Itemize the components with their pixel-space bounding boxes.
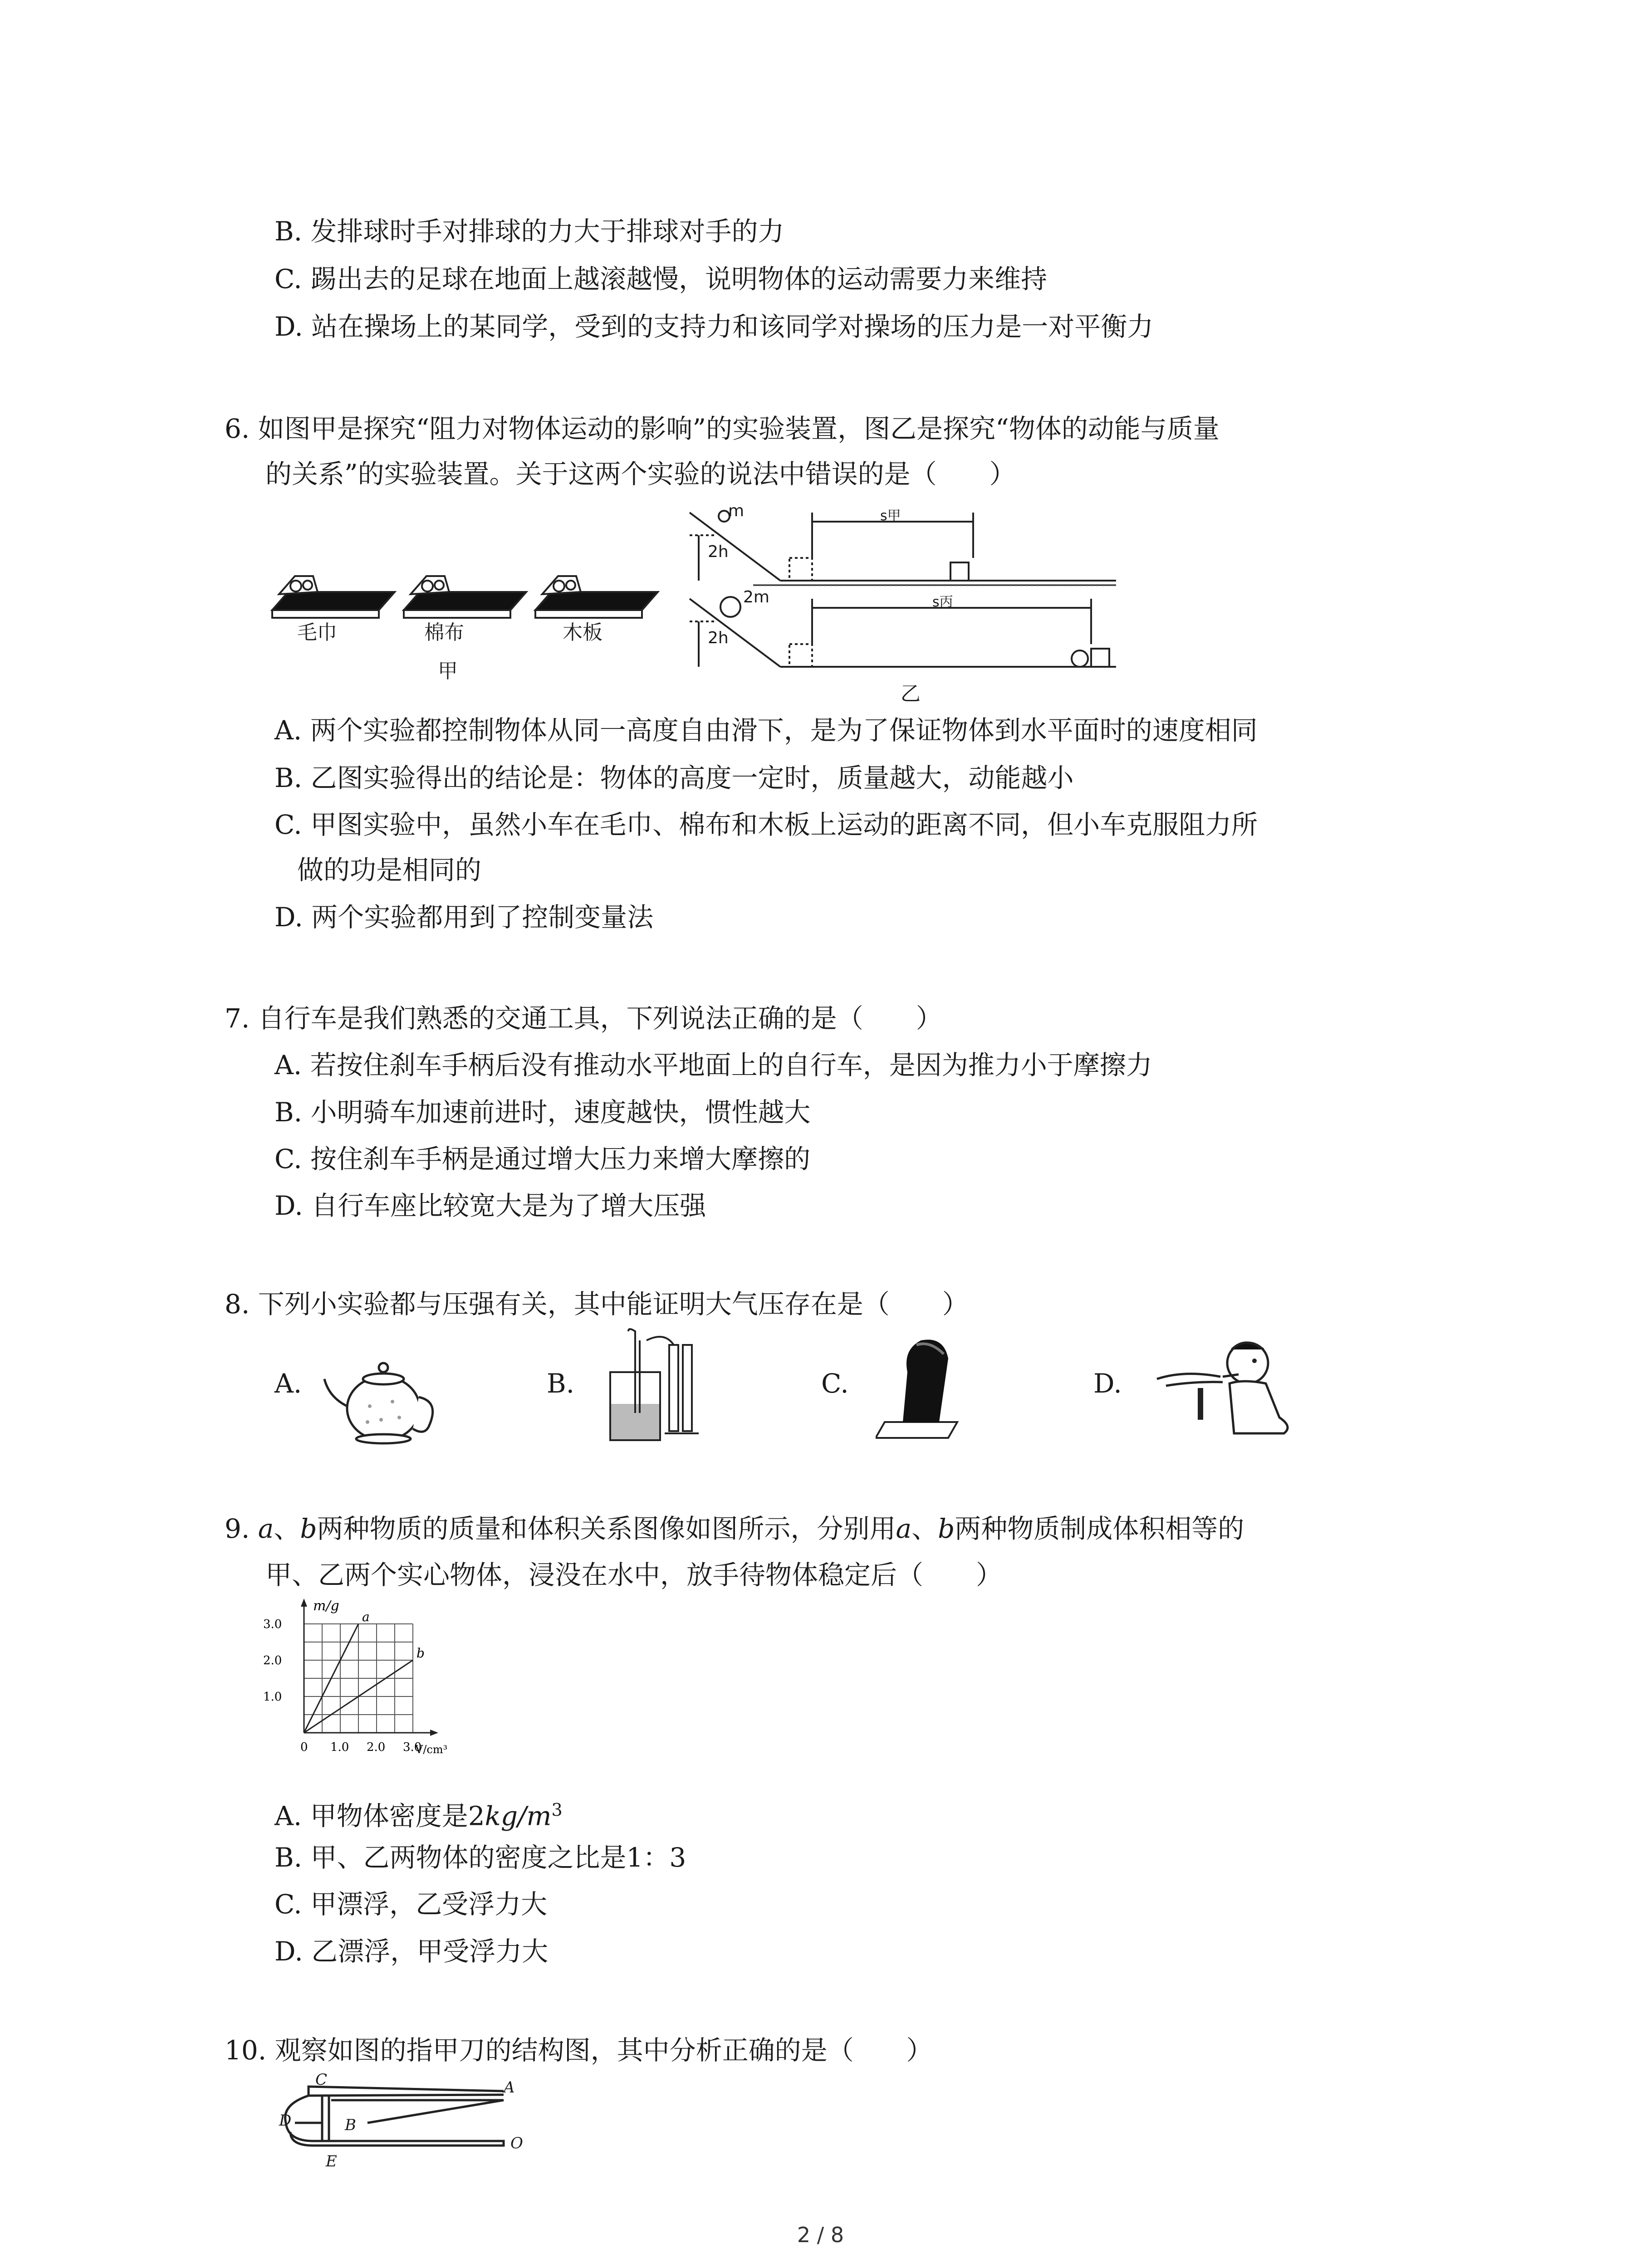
q6-option-b: B. 乙图实验得出的结论是：物体的高度一定时，质量越大，动能越小 [274,763,1074,793]
q7-option-d: D. 自行车座比较宽大是为了增大压强 [274,1190,706,1221]
clipper-label-d: D [279,2112,292,2130]
q9-option-d: D. 乙漂浮，甲受浮力大 [274,1936,549,1967]
clipper-label-a: A [504,2078,515,2097]
x-tick-label: 3.0 [403,1740,422,1754]
q10-stem: 10. 观察如图的指甲刀的结构图，其中分析正确的是（ ） [225,2035,933,2066]
label-2m: 2m [743,588,769,606]
q6-option-c-line2: 做的功是相同的 [297,855,482,885]
clipper-label-c: C [315,2071,328,2089]
q7-option-c: C. 按住刹车手柄是通过增大压力来增大摩擦的 [274,1144,811,1174]
u-tube-apparatus-icon [601,1327,705,1449]
x-axis-arrow [430,1730,438,1736]
teapot-icon [320,1343,442,1452]
y-axis-label: m/g [313,1598,339,1614]
mass-volume-chart [254,1597,454,1769]
label-2h-top: 2h [708,543,729,561]
caption-yi: 乙 [901,682,921,705]
q8-option-b: B. [547,1368,575,1399]
q6-option-c-line1: C. 甲图实验中，虽然小车在毛巾、棉布和木板上运动的距离不同，但小车克服阻力所 [274,809,1258,840]
var-b: b [300,1513,317,1544]
page-number: 2 / 8 [797,2223,844,2247]
q6-option-a: A. 两个实验都控制物体从同一高度自由滑下，是为了保证物体到水平面时的速度相同 [274,715,1258,746]
clipper-label-e: E [326,2152,337,2170]
x-axis-label: V/cm³ [415,1743,448,1756]
series-label-a: a [362,1609,370,1624]
q5-option-b: B. 发排球时手对排球的力大于排球对手的力 [274,216,784,247]
q9-stem-line2: 甲、乙两个实心物体，浸没在水中，放手待物体稳定后（ ） [265,1559,1003,1590]
q7-option-a: A. 若按住刹车手柄后没有推动水平地面上的自行车，是因为推力小于摩擦力 [274,1050,1152,1080]
var-a: a [258,1513,274,1544]
q8-option-d: D. [1093,1368,1122,1399]
clipper-label-b: B [345,2116,356,2134]
var-a-2: a [896,1513,912,1544]
q9-option-a-exp: 3 [551,1800,563,1820]
var-b-2: b [938,1513,955,1544]
clipper-label-o: O [510,2134,523,2152]
q9-text-mid: 两种物质的质量和体积关系图像如图所示，分别用 [317,1513,896,1544]
x-tick-label: 2.0 [367,1740,386,1754]
y-tick-label: 3.0 [263,1618,282,1631]
q9-option-a-unit: kg/m [485,1800,552,1832]
y-axis-arrow [301,1598,307,1607]
y-tick-label: 1.0 [263,1690,282,1704]
q6-stem-line2: 的关系”的实验装置。关于这两个实验的说法中错误的是（ ） [265,459,1016,489]
q9-sep: 、 [274,1513,300,1544]
x-tick-label: 0 [300,1740,308,1754]
q6-stem-line1: 6. 如图甲是探究“阻力对物体运动的影响”的实验装置，图乙是探究“物体的动能与质量 [225,413,1220,444]
q8-option-c: C. [821,1368,849,1399]
label-s-bing: s丙 [932,594,953,610]
label-mianbu: 棉布 [424,621,464,644]
q6-option-d: D. 两个实验都用到了控制变量法 [274,902,654,933]
q9-option-b: B. 甲、乙两物体的密度之比是1：3 [274,1842,686,1873]
nail-clipper-diagram [277,2073,531,2182]
x-tick-label: 1.0 [330,1740,349,1754]
q5-option-d: D. 站在操场上的某同学，受到的支持力和该同学对操场的压力是一对平衡力 [274,311,1154,342]
label-muban: 木板 [563,621,603,644]
q9-option-a-text: A. 甲物体密度是2 [274,1800,485,1832]
q8-option-a: A. [274,1368,302,1399]
glove-on-base-icon [876,1331,966,1440]
label-m: m [728,502,745,520]
label-maojin: 毛巾 [297,621,337,644]
boy-with-straw-icon [1148,1331,1302,1440]
q7-stem: 7. 自行车是我们熟悉的交通工具，下列说法正确的是（ ） [225,1003,942,1034]
q8-stem: 8. 下列小实验都与压强有关，其中能证明大气压存在是（ ） [225,1289,969,1320]
y-tick-label: 2.0 [263,1654,282,1667]
q9-stem-line1 [225,1510,1244,1547]
q9-option-c: C. 甲漂浮，乙受浮力大 [274,1889,548,1920]
q9-text-mid2: 两种物质制成体积相等的 [955,1513,1244,1544]
label-2h-bottom: 2h [708,629,729,647]
q9-sep-2: 、 [911,1513,938,1544]
q9-number: 9. [225,1513,258,1544]
caption-jia: 甲 [438,660,458,683]
q9-option-a [274,1792,563,1834]
q5-option-c: C. 踢出去的足球在地面上越滚越慢，说明物体的运动需要力来维持 [274,264,1048,294]
label-s-jia: s甲 [880,508,901,524]
q7-option-b: B. 小明骑车加速前进时，速度越快，惯性越大 [274,1097,811,1128]
series-label-b: b [416,1646,425,1661]
